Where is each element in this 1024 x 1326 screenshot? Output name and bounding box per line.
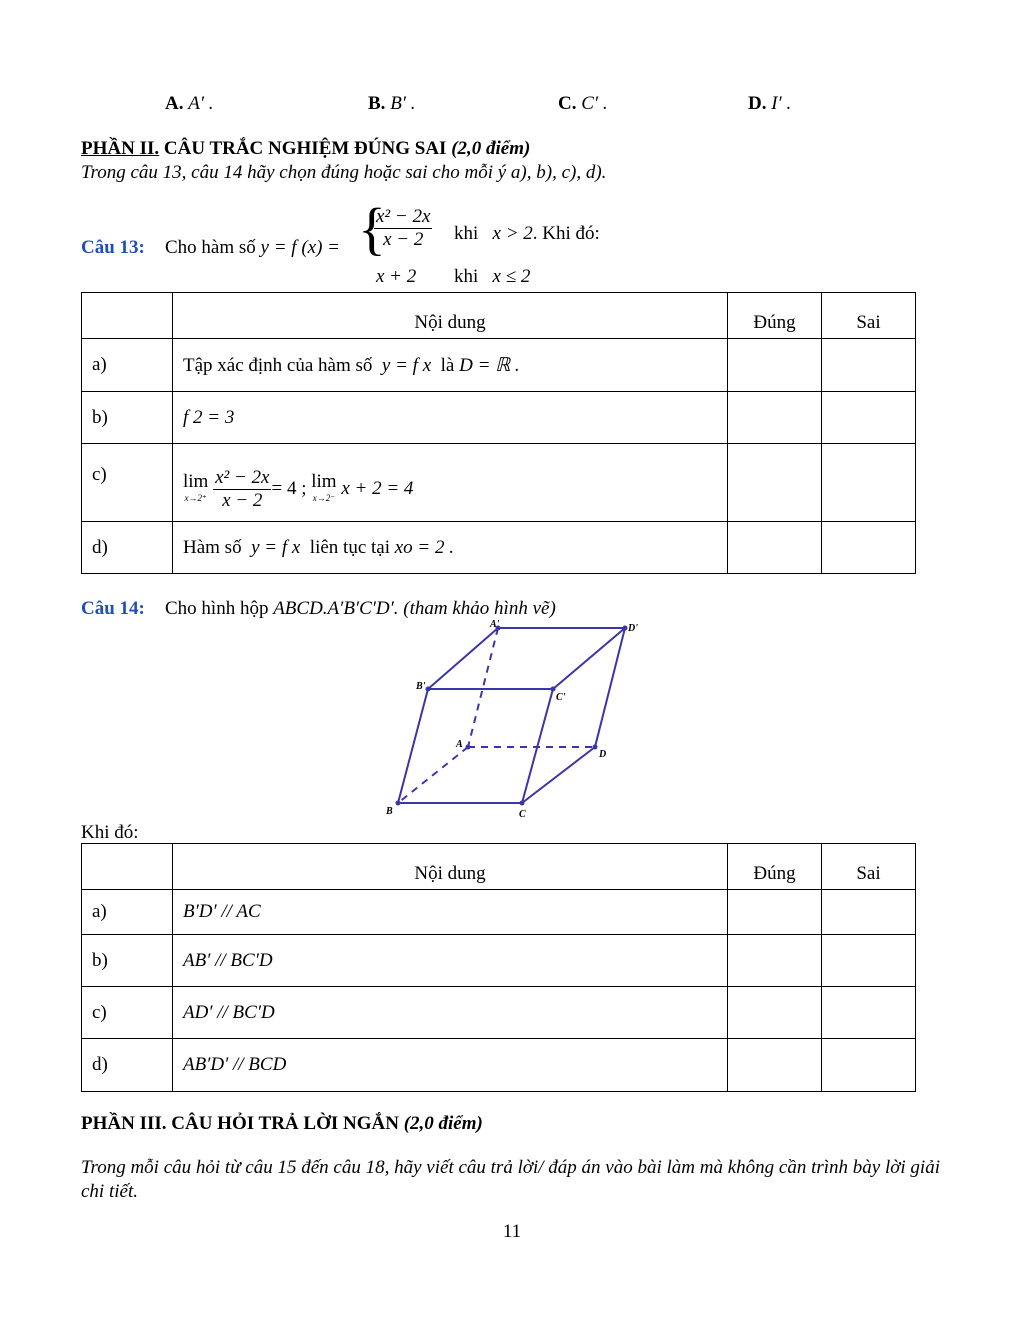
statement: B′D′ // AC [173, 890, 728, 935]
table-row: d) Hàm số y = f x liên tục tại xo = 2 . [82, 522, 916, 574]
q13-brace: { [358, 196, 386, 261]
answer-true-cell[interactable] [728, 890, 822, 935]
header-true: Đúng [728, 293, 822, 339]
part3-heading: PHẦN III. CÂU HỎI TRẢ LỜI NGẮN (2,0 điểm) [81, 1113, 483, 1134]
q13-case2: x + 2 [376, 266, 417, 287]
answer-true-cell[interactable] [728, 1039, 822, 1092]
q13-table-header [82, 293, 916, 339]
edge-d1d [595, 628, 625, 747]
header-content: Nội dung [173, 844, 728, 890]
answer-false-cell[interactable] [822, 444, 916, 522]
edge-a1a [468, 628, 498, 747]
statement: Hàm số y = f x liên tục tại xo = 2 . [173, 522, 728, 574]
label-b1: B' [416, 681, 426, 692]
answer-false-cell[interactable] [822, 339, 916, 392]
label-d: D [599, 749, 607, 760]
statement: AB′ // BC′D [173, 935, 728, 987]
q13-table [81, 292, 916, 574]
answer-false-cell[interactable] [822, 392, 916, 444]
edge-ab [398, 747, 468, 803]
q14-table-header [82, 844, 916, 890]
edge-a1b1 [428, 628, 498, 689]
table-row: a) B′D′ // AC [82, 890, 916, 935]
label-c: C [519, 809, 526, 820]
q13-case2-cond: khi x ≤ 2 [454, 266, 531, 287]
answer-true-cell[interactable] [728, 522, 822, 574]
table-row: d) AB′D′ // BCD [82, 1039, 916, 1092]
page-number: 11 [502, 1221, 522, 1242]
answer-true-cell[interactable] [728, 339, 822, 392]
table-row: b) AB′ // BC′D [82, 935, 916, 987]
answer-false-cell[interactable] [822, 522, 916, 574]
q13-intro: Cho hàm số y = f (x) = [165, 237, 340, 258]
label-c1: C' [556, 692, 566, 703]
edge-d1c1 [553, 628, 625, 689]
answer-true-cell[interactable] [728, 392, 822, 444]
q13-case1-cond: khi x > 2. Khi đó: [454, 223, 600, 244]
answer-true-cell[interactable] [728, 444, 822, 522]
part3-instruction: Trong mỗi câu hỏi từ câu 15 đến câu 18, hãy viết câu trả lời/ đáp án vào bài làm mà không cần trình bày lời giải chi tiết. [81, 1157, 940, 1202]
q14-table [81, 843, 916, 1092]
label-a: A [456, 739, 463, 750]
header-true: Đúng [728, 844, 822, 890]
khi-do: Khi đó: [81, 822, 139, 843]
edge-cd [522, 747, 595, 803]
parallelepiped-figure [380, 618, 650, 828]
q14-intro: Cho hình hộp ABCD.A′B′C′D′. (tham khảo hình vẽ) [165, 598, 556, 619]
table-row: c) lim x→2⁺ $\frac{\text{x² − 2x}}{x - 2}$ = 4 ; lim x→2⁻ x + 2 = 4 [82, 444, 916, 522]
q14-label: Câu 14: [81, 598, 145, 619]
option-b: B. B′ . [368, 93, 416, 114]
statement: Tập xác định của hàm số y = f x là D = ℝ . [173, 339, 728, 392]
part2-heading: PHẦN II. CÂU TRẮC NGHIỆM ĐÚNG SAI (2,0 điểm) [81, 138, 531, 159]
part2-instruction: Trong câu 13, câu 14 hãy chọn đúng hoặc sai cho mỗi ý a), b), c), d). [81, 162, 607, 183]
edge-b1b [398, 689, 428, 803]
q13-case1: $\frac{\text{x² − 2x}}{x - 2}$ [376, 206, 431, 250]
answer-true-cell[interactable] [728, 935, 822, 987]
header-content: Nội dung [173, 293, 728, 339]
option-d: D. I′ . [748, 93, 792, 114]
header-false: Sai [822, 293, 916, 339]
statement: AB′D′ // BCD [173, 1039, 728, 1092]
option-c: C. C′ . [558, 93, 608, 114]
table-row: c) AD′ // BC′D [82, 987, 916, 1039]
answer-false-cell[interactable] [822, 890, 916, 935]
q13-label: Câu 13: [81, 237, 145, 258]
answer-false-cell[interactable] [822, 987, 916, 1039]
answer-true-cell[interactable] [728, 987, 822, 1039]
label-a1: A' [490, 619, 500, 630]
table-row: a) Tập xác định của hàm số y = f x là D = ℝ . [82, 339, 916, 392]
statement: AD′ // BC′D [173, 987, 728, 1039]
statement: f 2 = 3 [173, 392, 728, 444]
answer-false-cell[interactable] [822, 935, 916, 987]
answer-false-cell[interactable] [822, 1039, 916, 1092]
table-row: b) f 2 = 3 [82, 392, 916, 444]
label-d1: D' [628, 623, 638, 634]
label-b: B [386, 806, 393, 817]
option-a: A. A′ . [165, 93, 214, 114]
header-false: Sai [822, 844, 916, 890]
statement: lim x→2⁺ $\frac{\text{x² − 2x}}{x - 2}$ = 4 ; lim x→2⁻ x + 2 = 4 [173, 444, 728, 522]
